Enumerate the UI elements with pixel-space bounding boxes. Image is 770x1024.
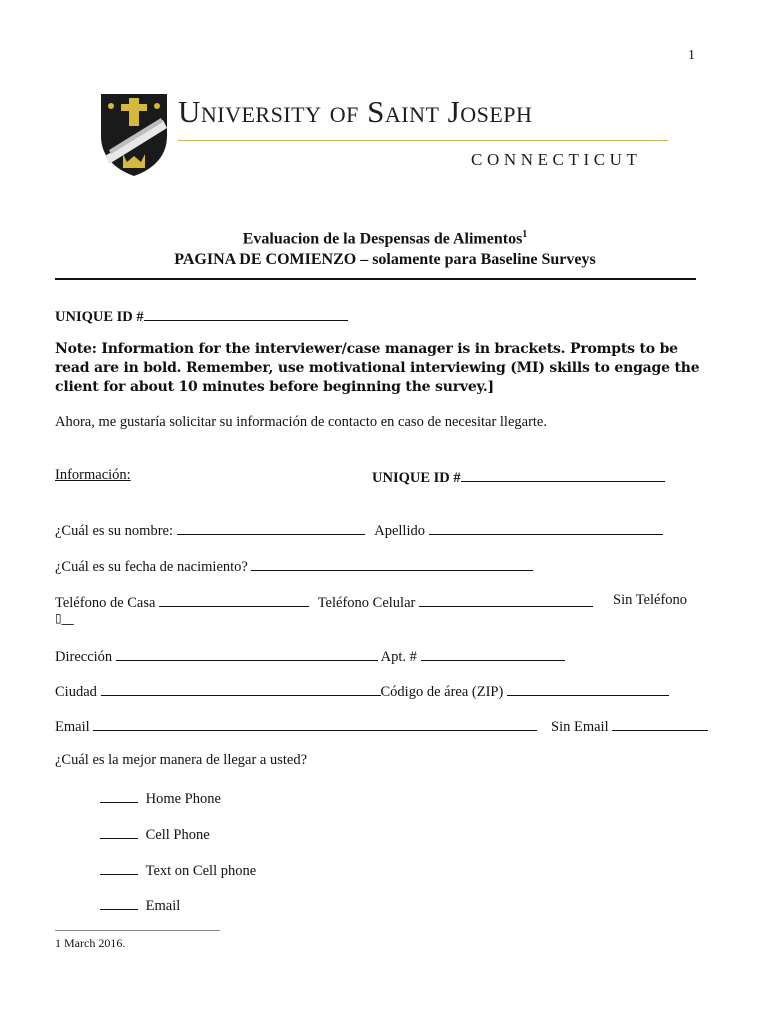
title-divider (55, 278, 696, 280)
contact-question: ¿Cuál es la mejor manera de llegar a usted? (55, 752, 308, 768)
intro-text: Ahora, me gustaría solicitar su información de contacto en caso de necesitar llegarte. (55, 414, 547, 430)
phone-row (55, 592, 593, 612)
zip-field[interactable] (507, 681, 669, 696)
cell-phone-label: Teléfono Celular (317, 595, 416, 611)
unique-id-label: UNIQUE ID # (55, 309, 144, 325)
university-state: CONNECTICUT (471, 150, 642, 169)
first-name-field[interactable] (177, 520, 365, 535)
info-label: Información: (55, 467, 131, 483)
footnote-divider (55, 930, 220, 931)
contact-option-label: Home Phone (145, 791, 221, 807)
contact-option-label: Text on Cell phone (145, 863, 257, 879)
contact-option-field[interactable] (100, 860, 138, 875)
city-field[interactable] (101, 681, 381, 696)
info-unique-id-field[interactable] (461, 467, 665, 482)
contact-option-label: Email (145, 898, 181, 914)
checkbox-glyph: ▯__ (55, 611, 74, 625)
no-phone-label: Sin Teléfono (613, 592, 688, 608)
name-row (55, 520, 663, 540)
university-shield-icon (99, 92, 169, 178)
page-number: 1 (688, 48, 695, 63)
contact-option (100, 788, 221, 808)
address-label: Dirección (55, 649, 113, 665)
city-label: Ciudad (55, 684, 97, 700)
unique-id-row (55, 306, 348, 326)
title-footnote-ref: 1 (522, 229, 528, 240)
unique-id-field[interactable] (144, 306, 348, 321)
contact-option (100, 895, 180, 915)
info-unique-id-row (372, 467, 665, 487)
city-row (55, 681, 669, 701)
footnote: 1 March 2016. (55, 936, 126, 950)
apt-field[interactable] (421, 646, 565, 661)
apt-label: Apt. # (380, 649, 417, 665)
address-field[interactable] (116, 646, 378, 661)
info-unique-id-label: UNIQUE ID # (372, 470, 461, 486)
contact-option (100, 860, 256, 880)
contact-option-field[interactable] (100, 824, 138, 839)
no-email-label: Sin Email (551, 719, 609, 735)
birthdate-row (55, 556, 533, 576)
zip-label: Código de área (ZIP) (380, 684, 504, 700)
last-name-field[interactable] (429, 520, 663, 535)
document-subtitle: PAGINA DE COMIENZO – solamente para Baseline Surveys (174, 251, 596, 268)
email-label: Email (55, 719, 90, 735)
title-line1: Evaluacion de la Despensas de Alimentos (242, 230, 523, 248)
cell-phone-field[interactable] (419, 592, 593, 607)
no-phone-checkbox[interactable] (55, 610, 74, 627)
birthdate-field[interactable] (251, 556, 533, 571)
contact-option (100, 824, 210, 844)
email-row (55, 716, 537, 736)
interviewer-note: Note: Information for the interviewer/case manager is in brackets. Prompts to be read are in bold. Remember, use motivational interviewing (MI) skills to engage the client for about 10 minutes before beginning the survey.] (55, 341, 700, 395)
university-name: University of Saint Joseph (178, 94, 533, 129)
address-row (55, 646, 565, 666)
contact-option-field[interactable] (100, 895, 138, 910)
contact-option-field[interactable] (100, 788, 138, 803)
last-name-label: Apellido (374, 523, 425, 539)
first-name-label: ¿Cuál es su nombre: (55, 523, 173, 539)
no-email-field[interactable] (612, 716, 708, 731)
logo-divider (178, 140, 668, 141)
contact-option-label: Cell Phone (145, 827, 210, 843)
home-phone-field[interactable] (159, 592, 309, 607)
document-title (0, 229, 770, 248)
no-email-row (551, 716, 708, 736)
birthdate-label: ¿Cuál es su fecha de nacimiento? (55, 559, 248, 575)
home-phone-label: Teléfono de Casa (55, 595, 156, 611)
email-field[interactable] (93, 716, 537, 731)
